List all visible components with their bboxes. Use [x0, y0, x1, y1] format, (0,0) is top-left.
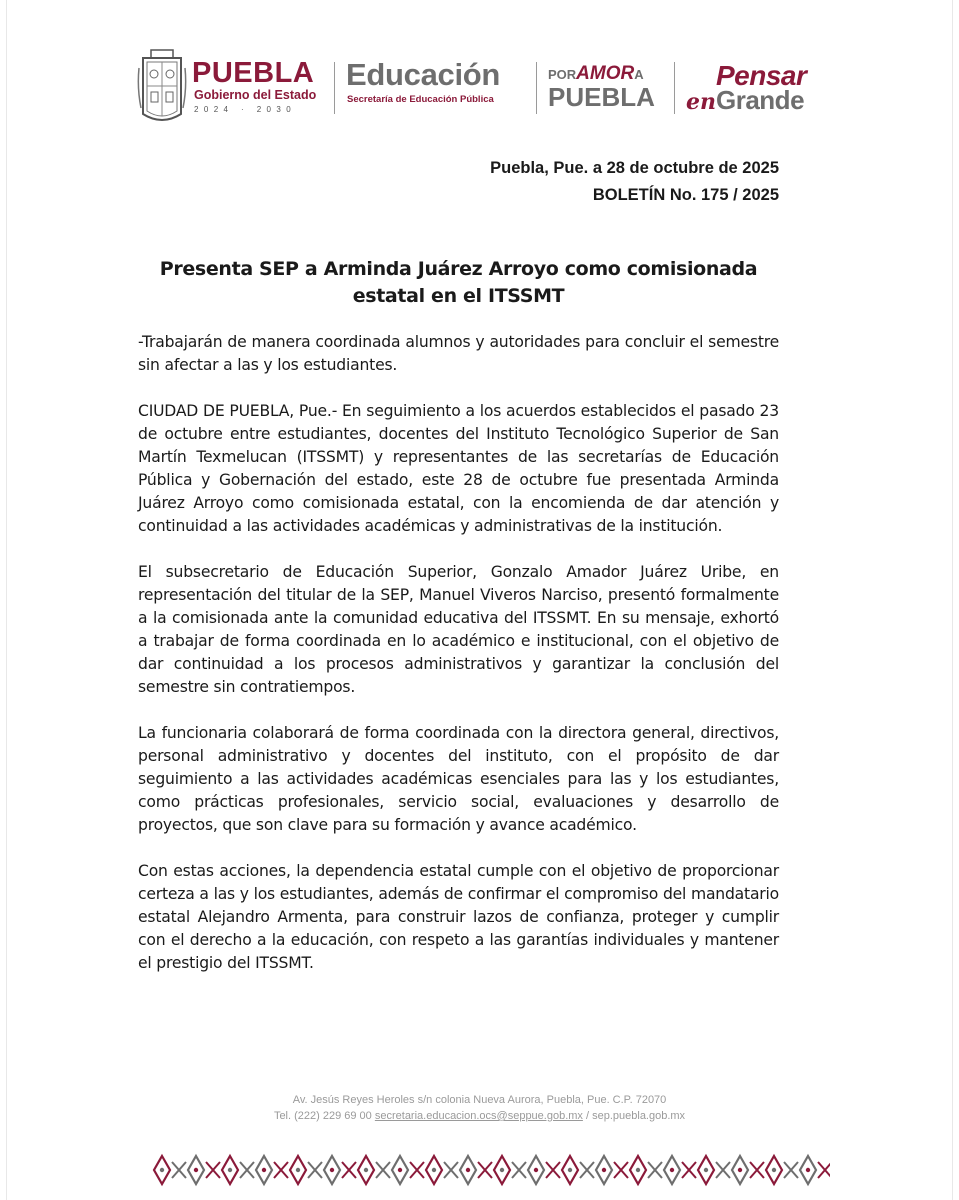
bulletin-number: BOLETÍN No. 175 / 2025 — [592, 186, 779, 204]
pattern-motif — [324, 1156, 356, 1184]
footer-contact — [0, 1108, 959, 1124]
pattern-motif — [528, 1156, 560, 1184]
pattern-motif — [358, 1156, 390, 1184]
amor-a: A — [634, 67, 644, 82]
por-amor-a-puebla-logo — [548, 64, 668, 114]
pattern-motif — [426, 1156, 458, 1184]
footer-phone: Tel. (222) 229 69 00 — [273, 1110, 372, 1122]
pensar-en: en — [686, 89, 716, 115]
logo-divider — [674, 62, 675, 114]
body-paragraph: La funcionaria colaborará de forma coordinada con la directora general, directivos, personal administrativo y docentes del instituto, con el propósito de dar seguimiento a las actividades académicas esenciales para las y los estudiantes, como prácticas profesionales, servicio social, evaluaciones y desarrollo de proyectos, que son clave para su formación y avance académico. — [138, 724, 779, 834]
decorative-border-pattern — [150, 1150, 830, 1190]
pattern-motif — [766, 1156, 798, 1184]
article-body — [138, 331, 779, 975]
pattern-motif — [392, 1156, 424, 1184]
pattern-motif — [596, 1156, 628, 1184]
pattern-motif — [460, 1156, 492, 1184]
footer-address: Av. Jesús Reyes Heroles s/n colonia Nueva Aurora, Puebla, Pue. C.P. 72070 — [292, 1094, 667, 1106]
pattern-motif — [630, 1156, 662, 1184]
amor-por: POR — [548, 67, 577, 82]
pensar-grande: Grande — [716, 85, 805, 115]
education-title: Educación — [346, 57, 501, 92]
body-paragraph: CIUDAD DE PUEBLA, Pue.- En seguimiento a los acuerdos establecidos el pasado 23 de octubre entre estudiantes, docentes del Instituto Tecnológico Superior de San Martín Texmelucan (ITSSMT) y representantes de las secretarías de Educación Pública y Gobernación del estado, este 28 de octubre fue presentada Arminda Juárez Arroyo como comisionada estatal, con la encomienda de dar atención y continuidad a las actividades académicas y administrativas de la institución. — [138, 402, 779, 535]
amor-puebla: PUEBLA — [548, 82, 655, 112]
footer — [0, 1092, 959, 1124]
puebla-government-logo — [192, 58, 332, 128]
pattern-motif — [154, 1156, 186, 1184]
state-seal-icon — [137, 48, 187, 128]
bulletin-meta — [490, 155, 779, 209]
pattern-motif — [188, 1156, 220, 1184]
body-paragraph: El subsecretario de Educación Superior, Gonzalo Amador Juárez Uribe, en representación del titular de la SEP, Manuel Viveros Narciso, presentó formalmente a la comisionada ante la comunidad educativa del ITSSMT. En su mensaje, exhortó a trabajar de forma coordinada en lo académico e institucional, con el objetivo de dar continuidad a los procesos administrativos y garantizar la conclusión del semestre sin contratiempos. — [138, 563, 779, 696]
letterhead — [0, 0, 959, 140]
logo-divider — [536, 62, 537, 114]
date-line: Puebla, Pue. a 28 de octubre de 2025 — [490, 159, 779, 177]
pattern-motif — [256, 1156, 288, 1184]
logo-divider — [334, 62, 335, 114]
education-subtitle: Secretaría de Educación Pública — [347, 94, 494, 105]
pattern-motif — [222, 1156, 254, 1184]
pattern-motif — [494, 1156, 526, 1184]
amor-amor: AMOR — [576, 63, 635, 84]
pattern-motif — [562, 1156, 594, 1184]
footer-separator: / — [585, 1110, 590, 1122]
pensar-top: Pensar — [716, 60, 807, 91]
headline: Presenta SEP a Arminda Juárez Arroyo como comisionada estatal en el ITSSMT — [159, 258, 758, 307]
pattern-motif — [732, 1156, 764, 1184]
puebla-subtitle: Gobierno del Estado — [194, 88, 317, 102]
pattern-motif — [800, 1156, 830, 1184]
puebla-title: PUEBLA — [192, 57, 315, 89]
education-logo — [346, 58, 526, 118]
pensar-en-grande-logo — [686, 62, 826, 118]
pattern-motif — [664, 1156, 696, 1184]
body-paragraph: Con estas acciones, la dependencia estatal cumple con el objetivo de proporcionar certeza a las y los estudiantes, además de confirmar el compromiso del mandatario estatal Alejandro Armenta, para construir lazos de confianza, proteger y cumplir con el derecho a la educación, con respeto a las garantías individuales y mantener el prestigio del ITSSMT. — [138, 862, 779, 972]
summary-paragraph: -Trabajarán de manera coordinada alumnos y autoridades para concluir el semestre sin afectar a las y los estudiantes. — [138, 333, 779, 374]
footer-email-link[interactable]: secretaria.educacion.ocs@seppue.gob.mx — [374, 1110, 583, 1122]
puebla-years: 2024 · 2030 — [194, 105, 297, 114]
pattern-motif — [290, 1156, 322, 1184]
footer-website: sep.puebla.gob.mx — [592, 1110, 686, 1122]
pattern-motif — [698, 1156, 730, 1184]
